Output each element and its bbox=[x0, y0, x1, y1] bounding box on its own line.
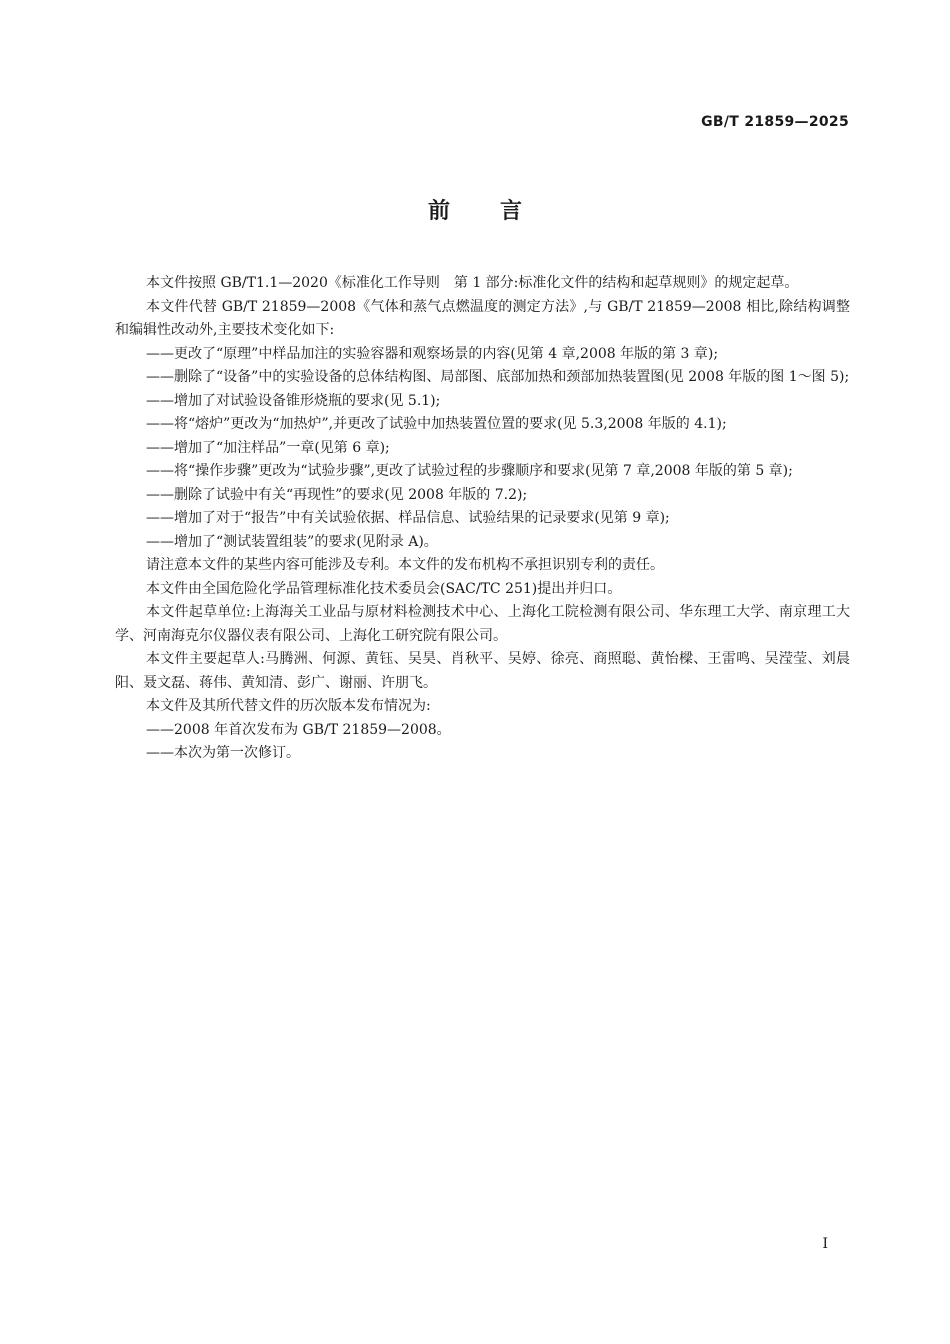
change-item-sample-filling: ——增加了“加注样品”一章(见第 6 章); bbox=[146, 439, 390, 456]
paragraph-history-intro: 本文件及其所代替文件的历次版本发布情况为: bbox=[146, 698, 431, 714]
paragraph-committee: 本文件由全国危险化学品管理标准化技术委员会(SAC/TC 251)提出并归口。 bbox=[146, 580, 622, 597]
foreword-body bbox=[115, 272, 850, 766]
history-item-first-edition: ——2008 年首次发布为 GB/T 21859—2008。 bbox=[146, 721, 451, 738]
change-item-heating-furnace: ——将“熔炉”更改为“加热炉”,并更改了试验中加热装置位置的要求(见 5.3,2008 年版的 4.1); bbox=[146, 416, 727, 432]
paragraph-drafters: 本文件主要起草人:马腾洲、何源、黄钰、吴昊、肖秋平、吴婷、徐亮、商照聪、黄怡樑、王雷鸣、吴滢莹、刘晨阳、聂文磊、蒋伟、黄知清、彭广、谢丽、许朋飞。 bbox=[115, 651, 850, 691]
paragraph-drafting-units: 本文件起草单位:上海海关工业品与原材料检测技术中心、上海化工院检测有限公司、华东理工大学、南京理工大学、河南海克尔仪器仪表有限公司、上海化工研究院有限公司。 bbox=[115, 604, 850, 644]
change-item-principle: ——更改了“原理”中样品加注的实验容器和观察场景的内容(见第 4 章,2008 年版的第 3 章); bbox=[146, 345, 719, 362]
page-title: 前言 bbox=[427, 199, 572, 224]
change-item-equipment-figures: ——删除了“设备”中的实验设备的总体结构图、局部图、底部加热和颈部加热装置图(见 2008 年版的图 1～图 5); bbox=[146, 369, 850, 385]
history-item-revision: ——本次为第一次修订。 bbox=[146, 745, 300, 761]
change-item-assembly: ——增加了“测试装置组装”的要求(见附录 A)。 bbox=[146, 533, 438, 550]
change-item-conical-flask: ——增加了对试验设备锥形烧瓶的要求(见 5.1); bbox=[146, 392, 441, 409]
change-item-reproducibility: ——删除了试验中有关“再现性”的要求(见 2008 年版的 7.2); bbox=[146, 486, 528, 503]
paragraph-drafting-rules: 本文件按照 GB/T1.1—2020《标准化工作导则 第 1 部分:标准化文件的结构和起草规则》的规定起草。 bbox=[146, 275, 799, 291]
paragraph-patent-notice: 请注意本文件的某些内容可能涉及专利。本文件的发布机构不承担识别专利的责任。 bbox=[146, 557, 664, 573]
standard-number: GB/T 21859—2025 bbox=[701, 114, 849, 130]
change-item-test-procedure: ——将“操作步骤”更改为“试验步骤”,更改了试验过程的步骤顺序和要求(见第 7 章,2008 年版的第 5 章); bbox=[146, 463, 793, 479]
page-number: I bbox=[822, 1236, 828, 1252]
change-item-report: ——增加了对于“报告”中有关试验依据、样品信息、试验结果的记录要求(见第 9 章); bbox=[146, 510, 670, 526]
paragraph-replacement: 本文件代替 GB/T 21859—2008《气体和蒸气点燃温度的测定方法》,与 GB/T 21859—2008 相比,除结构调整和编辑性改动外,主要技术变化如下: bbox=[115, 298, 850, 338]
